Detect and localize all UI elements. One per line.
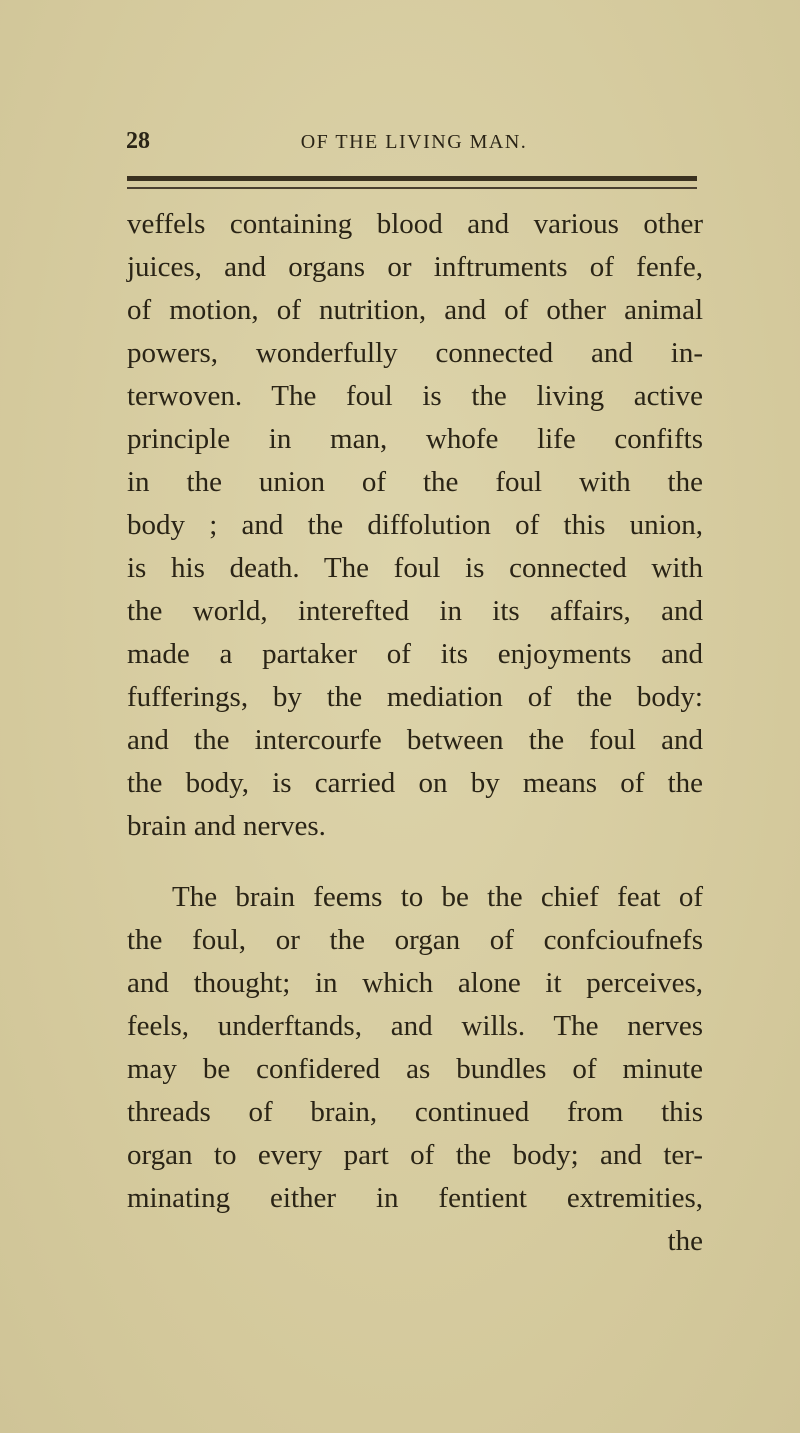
text-line: of motion, of nutrition, and of other animal <box>127 294 703 326</box>
text-line: organ to every part of the body; and ter- <box>127 1139 703 1171</box>
catchword: the <box>667 1225 703 1257</box>
text-line: minating either in fentient extremities, <box>127 1182 703 1214</box>
running-title: OF THE LIVING MAN. <box>300 131 528 153</box>
body-text <box>127 203 703 1263</box>
text-line: in the union of the foul with the <box>127 466 703 498</box>
text-line: terwoven. The foul is the living active <box>127 380 703 412</box>
text-line: threads of brain, continued from this <box>127 1096 703 1128</box>
text-line: made a partaker of its enjoyments and <box>127 638 703 670</box>
header-rule-thick <box>127 176 697 181</box>
text-line: feels, underftands, and wills. The nerves <box>127 1010 703 1042</box>
text-line: veffels containing blood and various other <box>127 208 703 240</box>
running-header <box>126 128 702 162</box>
paragraph-gap <box>127 848 703 876</box>
text-line: and thought; in which alone it perceives, <box>127 967 703 999</box>
text-line: the world, interefted in its affairs, and <box>127 595 703 627</box>
text-line: may be confidered as bundles of minute <box>127 1053 703 1085</box>
text-line: the body, is carried on by means of the <box>127 767 703 799</box>
text-line: the foul, or the organ of confcioufnefs <box>127 924 703 956</box>
text-line: principle in man, whofe life confifts <box>127 423 703 455</box>
text-line: fufferings, by the mediation of the body: <box>127 681 703 713</box>
header-rule-thin <box>127 187 697 189</box>
text-line: powers, wonderfully connected and in- <box>127 337 703 369</box>
page-number: 28 <box>126 128 150 154</box>
paragraph <box>127 203 703 848</box>
text-line: body ; and the diffolution of this union, <box>127 509 703 541</box>
text-line: and the intercourfe between the foul and <box>127 724 703 756</box>
text-line: is his death. The foul is connected with <box>127 552 703 584</box>
paragraph <box>127 876 703 1220</box>
text-line: The brain feems to be the chief feat of <box>172 881 703 913</box>
text-line: brain and nerves. <box>127 810 326 842</box>
text-line: juices, and organs or inftruments of fenfe, <box>127 251 703 283</box>
